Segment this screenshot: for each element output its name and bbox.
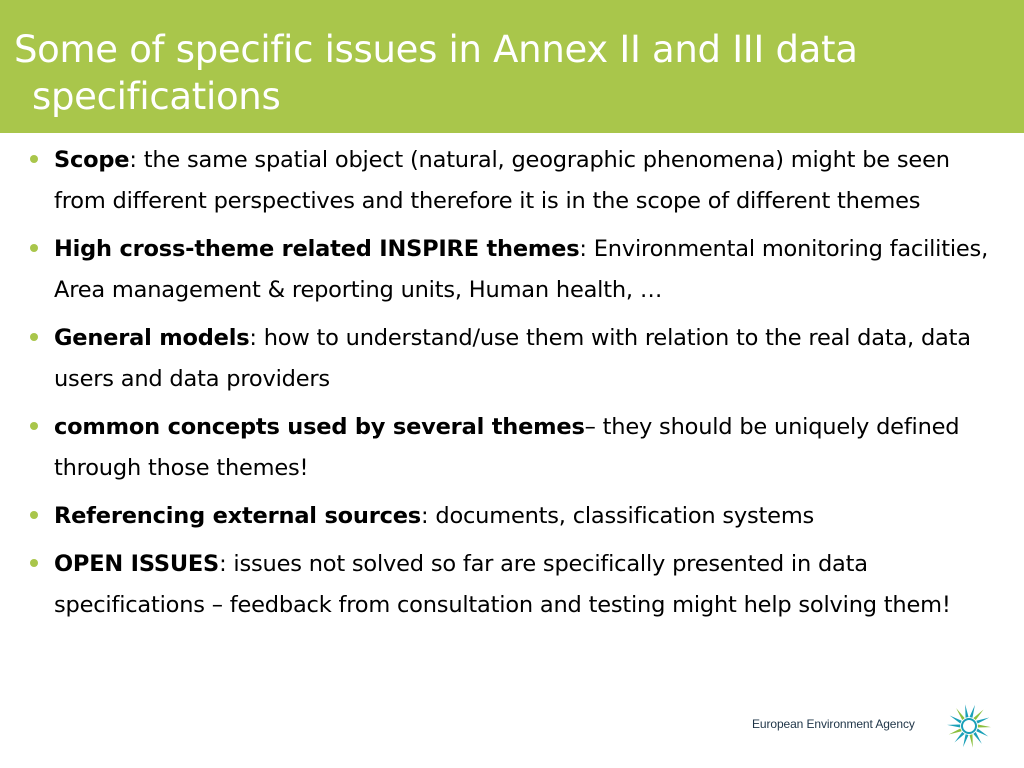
- bullet-lead: Scope: [54, 147, 130, 173]
- bullet-item-cross-theme: [30, 229, 1005, 311]
- logo-text: European Environment Agency: [752, 717, 915, 731]
- bullet-separator: :: [421, 503, 429, 529]
- bullet-list: [30, 140, 1005, 633]
- bullet-separator: :: [249, 325, 257, 351]
- bullet-separator: :: [219, 551, 227, 577]
- bullet-item-common-concepts: [30, 407, 1005, 489]
- bullet-dot-icon: [30, 155, 38, 163]
- bullet-lead: common concepts used by several themes: [54, 414, 585, 440]
- bullet-separator: :: [579, 236, 587, 262]
- bullet-dot-icon: [30, 244, 38, 252]
- eea-logo: [752, 697, 1002, 753]
- bullet-separator: :: [129, 147, 137, 173]
- bullet-lead: Referencing external sources: [54, 503, 422, 529]
- bullet-item-open-issues: [30, 544, 1005, 626]
- slide-title-line-1: Some of specific issues in Annex II and III data: [14, 28, 858, 71]
- bullet-text: issues not solved so far are specifically presented in data specifications – feedback from consultation and testing might help solving them!: [54, 551, 951, 618]
- bullet-dot-icon: [30, 333, 38, 341]
- slide-title-line-2: specifications: [32, 75, 281, 118]
- bullet-text: Environmental monitoring facilities, Area management & reporting units, Human health, …: [54, 236, 989, 303]
- bullet-lead: OPEN ISSUES: [54, 551, 220, 577]
- title-bar: [0, 0, 1024, 133]
- bullet-item-external-sources: [30, 496, 1005, 537]
- bullet-text: – they should be uniquely defined through those themes!: [54, 414, 960, 481]
- bullet-text: the same spatial object (natural, geographic phenomena) might be seen from different perspectives and therefore it is in the scope of different themes: [54, 147, 950, 214]
- eea-sunburst-icon: [944, 701, 994, 751]
- bullet-lead: General models: [54, 325, 250, 351]
- bullet-lead: High cross-theme related INSPIRE themes: [54, 236, 580, 262]
- bullet-text: documents, classification systems: [428, 503, 815, 529]
- bullet-item-general-models: [30, 318, 1005, 400]
- bullet-text: how to understand/use them with relation to the real data, data users and data providers: [54, 325, 971, 392]
- slide-title: [14, 26, 1004, 120]
- bullet-dot-icon: [30, 422, 38, 430]
- bullet-dot-icon: [30, 511, 38, 519]
- bullet-dot-icon: [30, 559, 38, 567]
- bullet-item-scope: [30, 140, 1005, 222]
